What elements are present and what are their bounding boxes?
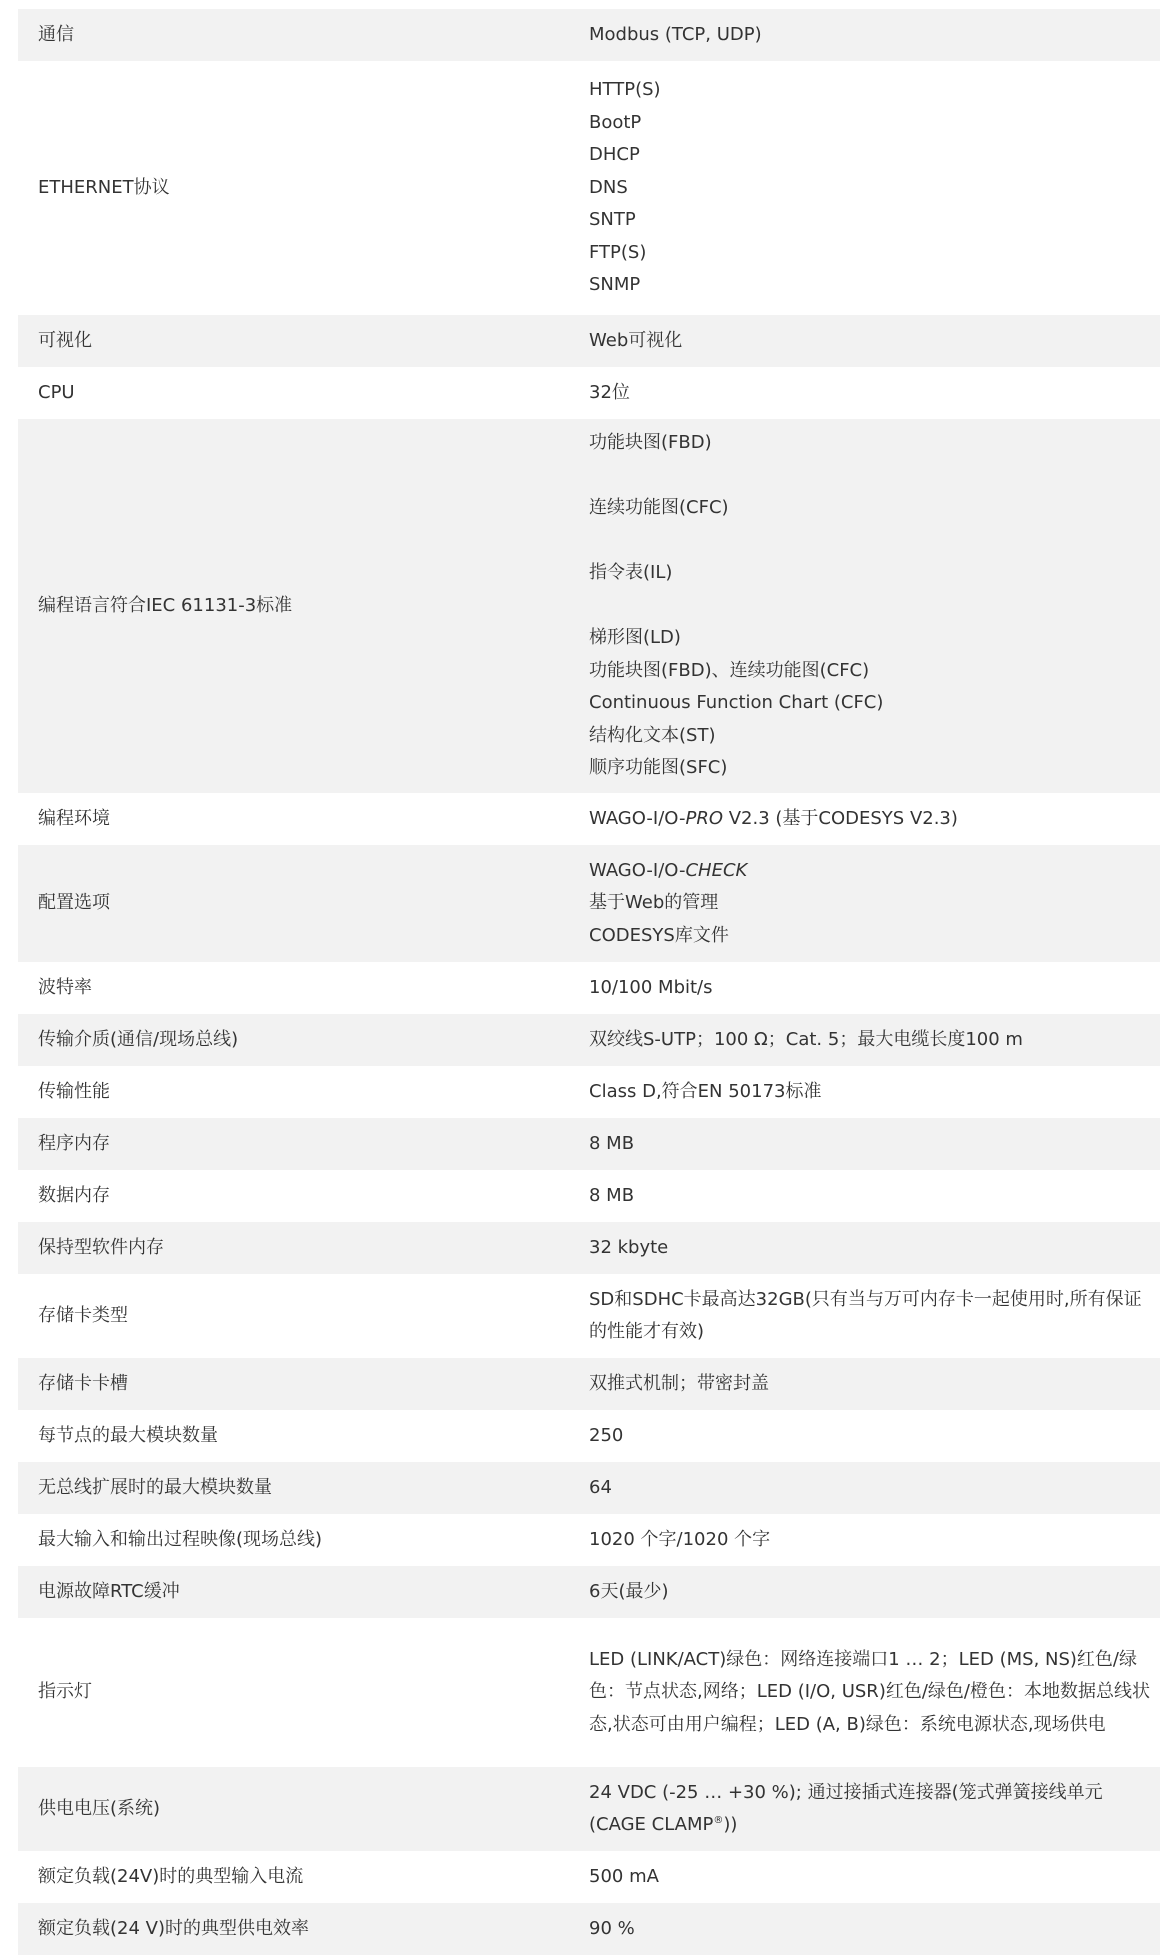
spec-value: 24 VDC (-25 … +30 %); 通过接插式连接器(笼式弹簧接线单元(CAGE CLAMP®)) (589, 1781, 1103, 1835)
spec-key: 额定负载(24 V)时的典型供电效率 (38, 1917, 309, 1939)
spec-value: HTTP(S) BootP DHCP DNS SNTP FTP(S) SNMP (589, 79, 661, 296)
spec-value: 8 MB (589, 1184, 635, 1206)
spec-value: Web可视化 (589, 329, 683, 351)
spec-key: 可视化 (38, 329, 92, 351)
spec-value: 32 kbyte (589, 1236, 669, 1258)
table-row (18, 845, 1160, 962)
table-row (18, 1462, 1160, 1514)
spec-key: ETHERNET协议 (38, 176, 170, 198)
spec-value: 1020 个字/1020 个字 (589, 1528, 771, 1550)
table-row (18, 1566, 1160, 1618)
table-row (18, 1767, 1160, 1851)
spec-key: 传输性能 (38, 1080, 110, 1102)
spec-value: LED (LINK/ACT)绿色：网络连接端口1 … 2；LED (MS, NS)红色/绿色：节点状态,网络；LED (I/O, USR)红色/绿色/橙色：本地数据总线状态,状态可由用户编程；LED (A, B)绿色：系统电源状态,现场供电 (589, 1648, 1150, 1735)
spec-key: CPU (38, 381, 75, 403)
spec-value: 功能块图(FBD) 连续功能图(CFC) 指令表(IL) 梯形图(LD) 功能块图(FBD)、连续功能图(CFC) Continuous Function Chart (CFC) 结构化文本(ST) 顺序功能图(SFC) (589, 432, 884, 779)
table-row (18, 1410, 1160, 1462)
table-row (18, 9, 1160, 61)
table-row (18, 367, 1160, 419)
spec-key: 无总线扩展时的最大模块数量 (38, 1476, 272, 1498)
spec-key: 通信 (38, 23, 74, 45)
spec-key: 额定负载(24V)时的典型输入电流 (38, 1865, 304, 1887)
spec-key: 存储卡类型 (38, 1304, 128, 1326)
spec-value: Modbus (TCP, UDP) (589, 23, 762, 45)
table-row (18, 1514, 1160, 1566)
table-row (18, 1014, 1160, 1066)
spec-key: 程序内存 (38, 1132, 110, 1154)
spec-value: WAGO-I/O-CHECK 基于Web的管理 CODESYS库文件 (589, 859, 748, 946)
spec-key: 保持型软件内存 (38, 1236, 164, 1258)
table-row (18, 1118, 1160, 1170)
table-row (18, 61, 1160, 315)
spec-key: 最大输入和输出过程映像(现场总线) (38, 1528, 323, 1550)
spec-value: 32位 (589, 381, 630, 403)
table-row (18, 1851, 1160, 1903)
spec-key: 编程语言符合IEC 61131-3标准 (38, 594, 293, 616)
table-row (18, 1170, 1160, 1222)
table-row (18, 793, 1160, 845)
table-row (18, 419, 1160, 793)
spec-value: 6天(最少) (589, 1580, 669, 1602)
spec-value: 8 MB (589, 1132, 635, 1154)
spec-value: WAGO-I/O-PRO V2.3 (基于CODESYS V2.3) (589, 807, 958, 829)
spec-key: 数据内存 (38, 1184, 110, 1206)
spec-key: 电源故障RTC缓冲 (38, 1580, 180, 1602)
spec-key: 指示灯 (38, 1681, 92, 1703)
spec-key: 编程环境 (38, 807, 110, 829)
spec-value: 双推式机制；带密封盖 (589, 1372, 769, 1394)
spec-value: 500 mA (589, 1865, 659, 1887)
table-row (18, 1274, 1160, 1358)
spec-value: 64 (589, 1476, 612, 1498)
spec-value: 10/100 Mbit/s (589, 976, 713, 998)
table-row (18, 315, 1160, 367)
spec-key: 配置选项 (38, 892, 110, 914)
table-row (18, 962, 1160, 1014)
table-row (18, 1903, 1160, 1955)
spec-value: Class D,符合EN 50173标准 (589, 1080, 822, 1102)
spec-table (18, 9, 1160, 1955)
table-row (18, 1358, 1160, 1410)
table-row (18, 1066, 1160, 1118)
spec-value: SD和SDHC卡最高达32GB(只有当与万可内存卡一起使用时,所有保证的性能才有效) (589, 1288, 1142, 1342)
table-row (18, 1618, 1160, 1767)
spec-value: 双绞线S-UTP；100 Ω；Cat. 5；最大电缆长度100 m (589, 1028, 1023, 1050)
spec-key: 传输介质(通信/现场总线) (38, 1028, 239, 1050)
spec-key: 供电电压(系统) (38, 1797, 161, 1819)
spec-value: 90 % (589, 1917, 635, 1939)
spec-key: 波特率 (38, 976, 92, 998)
table-row (18, 1222, 1160, 1274)
spec-value: 250 (589, 1424, 624, 1446)
spec-key: 存储卡卡槽 (38, 1372, 128, 1394)
spec-key: 每节点的最大模块数量 (38, 1424, 218, 1446)
